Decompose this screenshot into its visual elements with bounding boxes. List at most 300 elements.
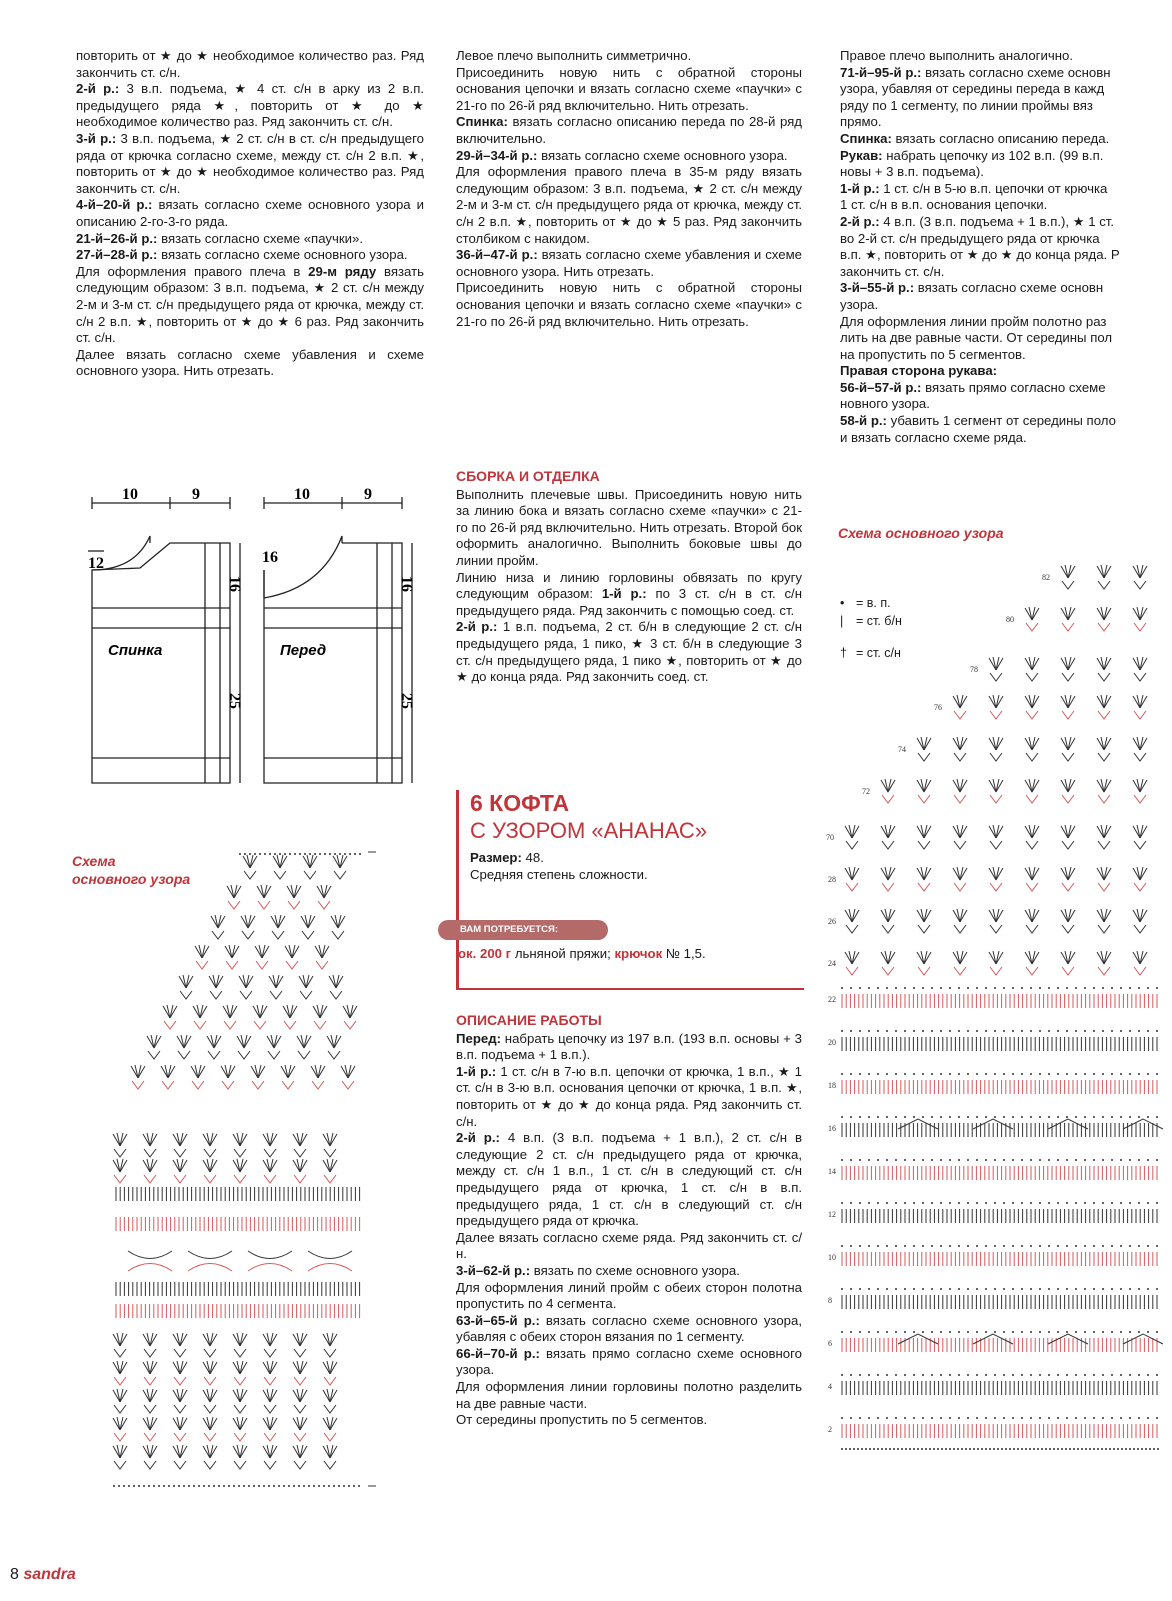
chain-dot <box>901 1448 903 1450</box>
paragraph-line: узора, убавляя от середины переда в кажд <box>840 81 1105 97</box>
fan-stitch <box>917 779 931 803</box>
fan-stitch <box>1025 657 1039 681</box>
chain-dot <box>949 1245 951 1247</box>
chain-dot <box>1084 1374 1086 1376</box>
chain-dot <box>208 1485 210 1487</box>
chain-dot <box>841 1448 843 1450</box>
chain-dot <box>348 1485 350 1487</box>
chain-dot <box>118 1485 120 1487</box>
fan-stitch <box>313 1005 327 1029</box>
chain-dot <box>922 1374 924 1376</box>
chain-dot <box>358 1485 360 1487</box>
chain-dot <box>243 1485 245 1487</box>
chain-dot <box>1102 1288 1104 1290</box>
chain-dot <box>1057 1159 1059 1161</box>
chain-dot <box>333 1485 335 1487</box>
fan-stitch <box>297 1035 311 1059</box>
chain-dot <box>1030 1116 1032 1118</box>
chain-dot <box>288 1485 290 1487</box>
chain-dot <box>1021 1448 1023 1450</box>
chain-dot <box>850 1288 852 1290</box>
fan-stitch <box>263 1333 277 1357</box>
chain-dot <box>1145 1448 1147 1450</box>
paragraph: Далее вязать согласно схеме убавления и схеме основного узора. Нить отрезать. <box>76 346 424 379</box>
chain-dot <box>1066 1374 1068 1376</box>
chain-dot <box>1138 1202 1140 1204</box>
chain-dot <box>949 1288 951 1290</box>
chain-dot <box>1129 1448 1131 1450</box>
chain-dot <box>1111 1116 1113 1118</box>
chain-dot <box>886 1073 888 1075</box>
chain-dot <box>1101 1448 1103 1450</box>
chain-dot <box>1012 1417 1014 1419</box>
fan-stitch <box>271 915 285 939</box>
chain-dot <box>967 1030 969 1032</box>
chain-dot <box>868 1245 870 1247</box>
chain-dot <box>1030 1245 1032 1247</box>
chain-dot <box>1075 987 1077 989</box>
paragraph: 2-й р.: 4 в.п. (3 в.п. подъема + 1 в.п.), ★ 1 ст. <box>840 213 1115 229</box>
fan-stitch <box>233 1361 247 1385</box>
chain-dot <box>967 987 969 989</box>
chain-dot <box>1012 1331 1014 1333</box>
row-number: 6 <box>828 1339 832 1348</box>
materials-line: ок. 200 г льняной пряжи; крючок № 1,5. <box>458 946 706 961</box>
chain-dot <box>868 1417 870 1419</box>
row-number: 10 <box>828 1253 836 1262</box>
chain-dot <box>913 1417 915 1419</box>
chain-dot <box>1111 1030 1113 1032</box>
fan-stitch <box>953 951 967 975</box>
fan-stitch <box>1061 607 1075 631</box>
chain-dot <box>1045 1448 1047 1450</box>
fan-stitch <box>173 1133 187 1157</box>
chain-dot <box>989 1448 991 1450</box>
paragraph: 2-й р.: 1 в.п. подъема, 2 ст. б/н в следующие 2 ст. с/н предыдущего ряда, 1 пико, ★ 3 ст. б/н в следующие 3 ст. с/н предыдущего ряда, 1 пико ★, повторить от ★ до ★ до конца ряда. Ряд закончить соед. ст. <box>456 619 803 685</box>
fan-stitch <box>989 657 1003 681</box>
chain-dot <box>937 1448 939 1450</box>
fan-stitch <box>113 1159 127 1183</box>
chain-dot <box>1111 1073 1113 1075</box>
chain-dot <box>940 1116 942 1118</box>
chain-dot <box>958 1030 960 1032</box>
chain-dot <box>1111 1374 1113 1376</box>
text-column-3 <box>840 48 1172 446</box>
paragraph: Спинка: вязать согласно описанию переда. <box>840 130 1110 146</box>
fan-stitch <box>113 1133 127 1157</box>
chain-dot <box>1053 1448 1055 1450</box>
chain-dot <box>1093 1116 1095 1118</box>
fan-stitch <box>343 1005 357 1029</box>
chain-dot <box>841 1417 843 1419</box>
paragraph: Для оформления правого плеча в 35-м ряду вязать следующим образом: 3 в.п. подъема, ★ 2 ст. с/н между 2-м и 3-м ст. с/н предыдущего ряда от крючка, между ст. с/н 2 в.п. ★, повторить от ★ до ★ 5 раз. Ряд закончить столбиком с накидом. <box>456 164 802 246</box>
row-number: 2 <box>828 1425 832 1434</box>
chain-dot <box>985 1288 987 1290</box>
chain-dot <box>859 1159 861 1161</box>
chain-dot <box>997 1448 999 1450</box>
chain-dot <box>1111 1159 1113 1161</box>
chain-dot <box>1073 1448 1075 1450</box>
chain-dot <box>931 1030 933 1032</box>
paragraph: 3-й–55-й р.: вязать согласно схеме основн <box>840 280 1104 296</box>
chain-dot <box>1021 1331 1023 1333</box>
chain-dot <box>913 987 915 989</box>
chain-dot <box>922 1245 924 1247</box>
paragraph: Выполнить плечевые швы. Присоединить новую нить за линию бока и вязать согласно схеме «паучки» с 21-го по 26-й ряд включительно. Нить отрезать. Второй бок оформить аналогично. Выполнить боковые швы до линии пройм. <box>456 486 802 568</box>
back-label: Спинка <box>108 642 163 659</box>
chain-dot <box>841 1331 843 1333</box>
chain-dot <box>976 1073 978 1075</box>
fan-stitch <box>881 867 895 891</box>
chain-dot <box>354 853 356 855</box>
fan-stitch <box>143 1159 157 1183</box>
subheading: Правая сторона рукава: <box>840 363 998 379</box>
chain-dot <box>349 853 351 855</box>
chain-dot <box>931 1374 933 1376</box>
fan-stitch <box>1097 657 1111 681</box>
chain-dot <box>1021 1374 1023 1376</box>
chain-dot <box>328 1485 330 1487</box>
paragraph: 36-й–47-й р.: вязать согласно схеме убавления и схеме основного узора. Нить отрезать. <box>456 247 802 279</box>
chain-dot <box>1057 1202 1059 1204</box>
chain-dot <box>1147 987 1149 989</box>
chain-dot <box>913 1159 915 1161</box>
chain-dot <box>293 1485 295 1487</box>
chain-dot <box>877 987 879 989</box>
chain-dot <box>1048 987 1050 989</box>
chain-dot <box>1085 1448 1087 1450</box>
fan-stitch <box>233 1389 247 1413</box>
chain-dot <box>1039 1245 1041 1247</box>
right-pattern-chart <box>828 560 1172 1520</box>
front-label: Перед <box>280 642 327 659</box>
chain-dot <box>203 1485 205 1487</box>
fan-stitch <box>173 1333 187 1357</box>
fan-stitch <box>323 1389 337 1413</box>
fan-stitch <box>989 909 1003 933</box>
chain-dot <box>304 853 306 855</box>
chain-dot <box>886 1116 888 1118</box>
chain-dot <box>949 1073 951 1075</box>
chain-dot <box>877 1288 879 1290</box>
chain-dot <box>1138 987 1140 989</box>
chain-dot <box>977 1448 979 1450</box>
chain-dot <box>1012 1030 1014 1032</box>
chain-dot <box>1093 1073 1095 1075</box>
chain-dot <box>1102 987 1104 989</box>
arc-stitch <box>128 1264 172 1272</box>
chain-dot <box>1039 1030 1041 1032</box>
fan-stitch <box>191 1065 205 1089</box>
chain-dot <box>1041 1448 1043 1450</box>
chain-dot <box>353 1485 355 1487</box>
row-number: 8 <box>828 1296 832 1305</box>
arc-stitch <box>128 1251 172 1259</box>
fan-stitch <box>113 1333 127 1357</box>
chain-dot <box>1066 1288 1068 1290</box>
fan-stitch <box>211 915 225 939</box>
chain-dot <box>123 1485 125 1487</box>
chain-dot <box>1017 1448 1019 1450</box>
chain-dot <box>1069 1448 1071 1450</box>
fan-stitch <box>227 885 241 909</box>
chain-dot <box>1111 1202 1113 1204</box>
chain-dot <box>981 1448 983 1450</box>
chain-dot <box>967 1116 969 1118</box>
chain-dot <box>859 1116 861 1118</box>
chain-dot <box>309 853 311 855</box>
chain-dot <box>113 1485 115 1487</box>
chain-dot <box>1093 1202 1095 1204</box>
chain-dot <box>1097 1448 1099 1450</box>
chain-dot <box>1039 1374 1041 1376</box>
chain-dot <box>1021 1159 1023 1161</box>
page-number: 8 <box>10 1566 19 1583</box>
chain-dot <box>940 1030 942 1032</box>
chain-dot <box>1111 987 1113 989</box>
chain-dot <box>904 1374 906 1376</box>
fan-stitch <box>953 867 967 891</box>
article-meta <box>470 850 800 883</box>
fan-stitch <box>173 1417 187 1441</box>
chain-dot <box>994 1159 996 1161</box>
paragraph: 4-й–20-й р.: вязать согласно схеме основного узора и описанию 2-го-3-го ряда. <box>76 197 424 229</box>
chain-dot <box>940 1073 942 1075</box>
chain-dot <box>1025 1448 1027 1450</box>
row-number: 78 <box>970 665 978 674</box>
chain-dot <box>1147 1030 1149 1032</box>
fan-stitch <box>281 1065 295 1089</box>
chain-dot <box>961 1448 963 1450</box>
chain-dot <box>314 853 316 855</box>
chain-dot <box>850 1417 852 1419</box>
chain-dot <box>1102 1030 1104 1032</box>
fan-stitch <box>293 1159 307 1183</box>
fan-stitch <box>209 975 223 999</box>
fan-stitch <box>917 737 931 761</box>
chain-dot <box>1048 1073 1050 1075</box>
fan-stitch <box>327 1035 341 1059</box>
chain-dot <box>859 987 861 989</box>
chain-dot <box>359 853 361 855</box>
chain-dot <box>895 1288 897 1290</box>
chain-dot <box>1084 1245 1086 1247</box>
chain-dot <box>868 1288 870 1290</box>
chain-dot <box>1084 1116 1086 1118</box>
chain-dot <box>1156 1417 1158 1419</box>
paragraph-line: и вязать согласно схеме ряда. <box>840 429 1027 445</box>
back-width-2: 9 <box>192 486 200 503</box>
arc-stitch <box>1048 1119 1088 1129</box>
fan-stitch <box>233 1333 247 1357</box>
chain-dot <box>1084 1202 1086 1204</box>
chain-dot <box>904 1073 906 1075</box>
chain-dot <box>1030 1202 1032 1204</box>
fan-stitch <box>1025 867 1039 891</box>
chain-dot <box>859 1331 861 1333</box>
front-width-1: 10 <box>294 486 310 503</box>
chain-dot <box>1001 1448 1003 1450</box>
chain-dot <box>859 1245 861 1247</box>
fan-stitch <box>173 1445 187 1469</box>
fan-stitch <box>331 915 345 939</box>
chain-dot <box>1120 1159 1122 1161</box>
fan-stitch <box>1133 737 1147 761</box>
chain-dot <box>994 1245 996 1247</box>
chain-dot <box>881 1448 883 1450</box>
chain-dot <box>1157 1448 1159 1450</box>
chain-dot <box>1147 1202 1149 1204</box>
chain-dot <box>1093 1288 1095 1290</box>
fan-stitch <box>113 1389 127 1413</box>
difficulty-line: Средняя степень сложности. <box>470 866 648 882</box>
chain-dot <box>1156 1202 1158 1204</box>
fan-stitch <box>299 975 313 999</box>
chain-dot <box>993 1448 995 1450</box>
chain-dot <box>905 1448 907 1450</box>
chain-dot <box>1138 1116 1140 1118</box>
chain-dot <box>1013 1448 1015 1450</box>
fan-stitch <box>1097 909 1111 933</box>
row-number: 74 <box>898 745 906 754</box>
paragraph: 27-й–28-й р.: вязать согласно схеме основного узора. <box>76 247 408 263</box>
chain-dot <box>1066 1030 1068 1032</box>
back-shoulder-height: 16 <box>226 576 243 592</box>
chain-dot <box>917 1448 919 1450</box>
paragraph: Перед: набрать цепочку из 197 в.п. (193 в.п. основы + 3 в.п. подъема + 1 в.п.). <box>456 1030 802 1063</box>
chain-dot <box>994 1202 996 1204</box>
chain-dot <box>1129 1159 1131 1161</box>
chain-dot <box>886 1374 888 1376</box>
chain-dot <box>1033 1448 1035 1450</box>
chain-dot <box>1129 1331 1131 1333</box>
chain-dot <box>258 1485 260 1487</box>
chain-dot <box>1156 1030 1158 1032</box>
chain-dot <box>931 1331 933 1333</box>
chain-dot <box>1129 987 1131 989</box>
fan-stitch <box>287 885 301 909</box>
chain-dot <box>1065 1448 1067 1450</box>
chain-dot <box>958 1374 960 1376</box>
chain-dot <box>193 1485 195 1487</box>
fan-stitch <box>283 1005 297 1029</box>
paragraph: От середины пропустить по 5 сегментов. <box>456 1412 708 1428</box>
fan-stitch <box>1025 737 1039 761</box>
fan-stitch <box>881 825 895 849</box>
chain-dot <box>931 1417 933 1419</box>
paragraph: 3-й–62-й р.: вязать по схеме основного узора. <box>456 1262 740 1278</box>
fan-stitch <box>263 1389 277 1413</box>
chain-dot <box>859 1073 861 1075</box>
chain-dot <box>940 1202 942 1204</box>
fan-stitch <box>917 867 931 891</box>
fan-stitch <box>253 1005 267 1029</box>
chain-dot <box>278 1485 280 1487</box>
paragraph: 1-й р.: 1 ст. с/н в 5-ю в.п. цепочки от крючка <box>840 180 1108 196</box>
chain-dot <box>1149 1448 1151 1450</box>
chain-dot <box>904 1288 906 1290</box>
chain-dot <box>868 1202 870 1204</box>
chain-dot <box>850 1116 852 1118</box>
chain-dot <box>976 1288 978 1290</box>
chain-dot <box>1077 1448 1079 1450</box>
chain-dot <box>913 1288 915 1290</box>
chain-dot <box>338 1485 340 1487</box>
paragraph: Присоединить новую нить с обратной стороны основания цепочки и вязать согласно схеме «паучки» с 21-го по 26-й ряд включительно. Нить отрезать. <box>456 64 802 113</box>
chain-dot <box>1138 1073 1140 1075</box>
fan-stitch <box>251 1065 265 1089</box>
fan-stitch <box>143 1333 157 1357</box>
chain-dot <box>886 1245 888 1247</box>
fan-stitch <box>329 975 343 999</box>
fan-stitch <box>301 915 315 939</box>
fan-stitch <box>255 945 269 969</box>
chain-dot <box>994 1030 996 1032</box>
fan-stitch <box>989 951 1003 975</box>
chain-dot <box>1048 1159 1050 1161</box>
chain-dot <box>985 1159 987 1161</box>
chain-dot <box>976 1245 978 1247</box>
chain-dot <box>1138 1030 1140 1032</box>
chain-dot <box>895 1331 897 1333</box>
chain-dot <box>1156 1116 1158 1118</box>
chain-dot <box>958 1331 960 1333</box>
chain-dot <box>953 1448 955 1450</box>
chain-dot <box>931 1159 933 1161</box>
fan-stitch <box>845 909 859 933</box>
chain-dot <box>1021 1030 1023 1032</box>
fan-stitch <box>233 1159 247 1183</box>
fan-stitch <box>1025 779 1039 803</box>
chain-dot <box>1105 1448 1107 1450</box>
back-schematic <box>88 497 240 783</box>
chain-dot <box>895 1245 897 1247</box>
chain-dot <box>877 1202 879 1204</box>
chain-dot <box>1075 1288 1077 1290</box>
paragraph: Рукав: набрать цепочку из 102 в.п. (99 в.п. <box>840 147 1104 163</box>
chain-dot <box>897 1448 899 1450</box>
chain-dot <box>1012 1073 1014 1075</box>
chain-dot <box>298 1485 300 1487</box>
chain-dot <box>183 1485 185 1487</box>
chain-dot <box>957 1448 959 1450</box>
chain-dot <box>1075 1116 1077 1118</box>
chain-dot <box>1138 1159 1140 1161</box>
chain-dot <box>861 1448 863 1450</box>
chain-dot <box>1147 1417 1149 1419</box>
chain-dot <box>841 987 843 989</box>
chain-dot <box>1120 1202 1122 1204</box>
chain-dot <box>1066 1116 1068 1118</box>
fan-stitch <box>177 1035 191 1059</box>
fan-stitch <box>221 1065 235 1089</box>
chain-dot <box>877 1030 879 1032</box>
fan-stitch <box>113 1445 127 1469</box>
paragraph: 2-й р.: 3 в.п. подъема, ★ 4 ст. с/н в арку из 2 в.п. предыдущего ряда ★, повторить от ★ до ★ необходимое количество раз. Ряд закончить ст. с/н. <box>76 81 425 130</box>
row-number: 76 <box>934 703 942 712</box>
fan-stitch <box>293 1333 307 1357</box>
chain-dot <box>1021 1288 1023 1290</box>
paragraph: Присоединить новую нить с обратной стороны основания цепочки и вязать согласно схеме «паучки» с 21-го по 26-й ряд включительно. Нить отрезать. <box>456 280 802 329</box>
chain-dot <box>263 1485 265 1487</box>
paragraph: 3-й р.: 3 в.п. подъема, ★ 2 ст. с/н в ст. с/н предыдущего ряда от крючка согласно схеме, между ст. с/н 2 в.п. ★, повторить от ★ до ★ необходимое количество раз. Ряд закончить ст. с/н. <box>76 130 424 196</box>
chain-dot <box>1003 1159 1005 1161</box>
fan-stitch <box>341 1065 355 1089</box>
chain-dot <box>1138 1417 1140 1419</box>
fan-stitch <box>263 1445 277 1469</box>
chain-dot <box>958 1073 960 1075</box>
row-number: 24 <box>828 959 836 968</box>
